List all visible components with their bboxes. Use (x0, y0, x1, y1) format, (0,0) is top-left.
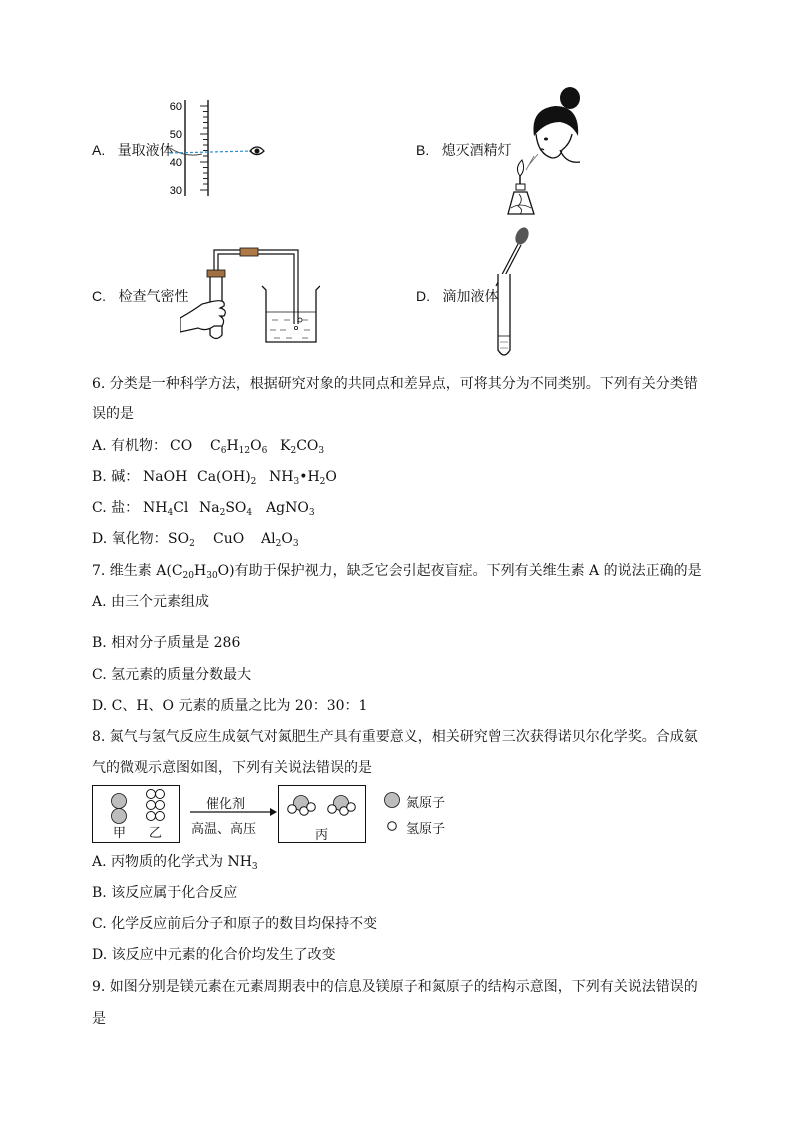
q8-option-c: C. 化学反应前后分子和原子的数目均保持不变 (92, 916, 378, 932)
formula-k2co3: $K_2CO_3$ (280, 438, 325, 456)
formula-agno3: AgNO$_3$ (266, 500, 315, 518)
option-letter: C. (92, 288, 106, 304)
q6-stem-line1: 6. 分类是一种科学方法，根据研究对象的共同点和差异点，可将其分为不同类别。下列有关分类错 (92, 376, 698, 392)
q7-option-d: D. C、H、O 元素的质量之比为 20：30：1 (92, 698, 368, 714)
measuring-cylinder-figure (160, 98, 270, 198)
q6-option-c (92, 499, 315, 518)
q7-option-c: C. 氢元素的质量分数最大 (92, 667, 252, 683)
formula-caoh2: $Ca(OH)_2$ (197, 469, 257, 487)
formula-co: CO (170, 438, 193, 454)
q7-option-a: A. 由三个元素组成 (92, 594, 210, 610)
formula-cuo: CuO (213, 531, 245, 547)
formula-na2so4: $Na_2SO_4$ (199, 500, 253, 518)
reaction-arrow (188, 807, 278, 817)
nitrogen-atom-icon (385, 793, 400, 808)
option-letter: A. (92, 142, 106, 158)
formula-nh4cl: $NH_4Cl$ (143, 500, 189, 518)
label-yi: 乙 (149, 826, 163, 841)
legend-nitrogen: 氮原子 (406, 796, 446, 811)
q9-stem-line2: 是 (92, 1011, 106, 1027)
legend-icons (382, 790, 402, 836)
q7-option-b: B. 相对分子质量是 286 (92, 635, 241, 651)
airtightness-figure (180, 240, 320, 345)
catalyst-label: 催化剂 (206, 797, 246, 812)
option-label: B. 碱： (92, 469, 140, 485)
legend-hydrogen: 氢原子 (406, 822, 446, 837)
formula-al2o3: $Al_2O_3$ (261, 531, 299, 549)
q8-stem-line2: 气的微观示意图如图，下列有关说法错误的是 (92, 760, 372, 776)
formula-nh3h2o: $NH_3•H_2O$ (269, 469, 337, 487)
reactant-box (92, 785, 180, 843)
dropper-figure (486, 224, 536, 362)
q8-stem-line1: 8. 氮气与氢气反应生成氨气对氮肥生产具有重要意义，相关研究曾三次获得诺贝尔化学奖。合成氨 (92, 729, 698, 745)
tick-label: 40 (169, 157, 182, 169)
option-text: 量取液体 (117, 143, 174, 159)
option-letter: B. (416, 142, 430, 158)
q9-stem-line1: 9. 如图分别是镁元素在元素周期表中的信息及镁原子和氮原子的结构示意图，下列有关说法错误的 (92, 979, 698, 995)
formula-naoh: NaOH (143, 469, 188, 485)
conditions-label: 高温、高压 (191, 822, 257, 837)
option-text: 熄灭酒精灯 (441, 143, 512, 159)
tick-label: 60 (169, 101, 182, 113)
q6-option-d (92, 530, 299, 549)
q6-stem-line2: 误的是 (92, 406, 134, 422)
option-b-q5 (416, 141, 512, 160)
option-label: C. 盐： (92, 500, 140, 516)
option-letter: D. (416, 288, 430, 304)
hydrogen-atom-icon (388, 822, 397, 831)
option-text: 滴加液体 (442, 289, 499, 305)
tick-label: 50 (169, 129, 182, 141)
q6-option-b (92, 468, 337, 487)
q6-option-a (92, 437, 325, 456)
label-jia: 甲 (113, 826, 127, 841)
q7-stem: 7. 维生素 $A(C_{20}H_{30}O)$有助于保护视力，缺乏它会引起夜盲症。下列有关维生素 A 的说法正确的是 (92, 563, 702, 581)
option-label: A. 有机物： (92, 438, 168, 454)
q8-option-b: B. 该反应属于化合反应 (92, 885, 238, 901)
alcohol-lamp-figure (500, 84, 590, 219)
formula-so2: $SO_2$ (168, 531, 195, 549)
label-bing: 丙 (315, 828, 329, 843)
q8-option-d: D. 该反应中元素的化合价均发生了改变 (92, 947, 336, 963)
formula-glucose: $C_6H_{12}O_6$ (210, 438, 268, 456)
option-text: 检查气密性 (118, 289, 189, 305)
option-c-q5 (92, 287, 188, 306)
tick-label: 30 (169, 185, 182, 197)
q8-option-a: A. 丙物质的化学式为 $NH_3$ (92, 854, 258, 872)
product-box (278, 785, 366, 843)
reactant-molecules (93, 786, 179, 842)
option-label: D. 氧化物： (92, 531, 168, 547)
